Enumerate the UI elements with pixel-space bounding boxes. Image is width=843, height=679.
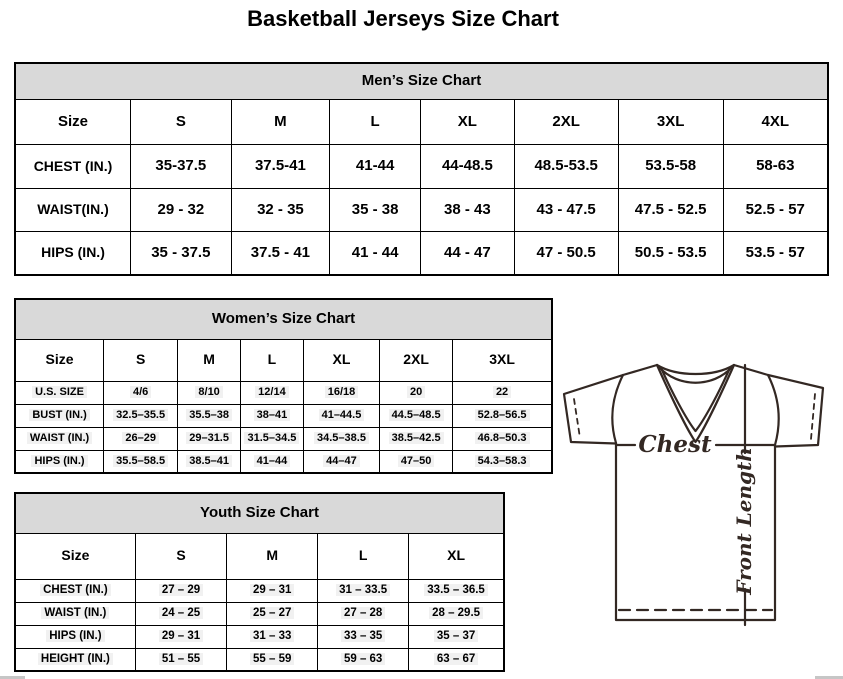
youth-value-cell-text: 35 – 37 xyxy=(434,630,478,642)
womens-value-cell-text: 44.5–48.5 xyxy=(389,409,444,421)
youth-value-cell xyxy=(135,602,226,625)
jersey-left-armhole-seam xyxy=(612,375,623,443)
mens-value-cell-text: 58-63 xyxy=(756,157,795,175)
womens-column-header-s-text: S xyxy=(135,351,146,368)
womens-value-cell-text: 20 xyxy=(407,386,425,398)
womens-value-cell-text: 41–44.5 xyxy=(319,409,365,421)
youth-chart-title xyxy=(15,493,504,533)
mens-value-cell-text: 38 - 43 xyxy=(444,200,491,218)
womens-size-chart-table xyxy=(14,298,553,474)
mens-row-label-text: HIPS (IN.) xyxy=(41,244,105,261)
womens-value-cell-text: 22 xyxy=(493,386,511,398)
womens-row-label xyxy=(15,381,104,404)
womens-value-cell-text: 16/18 xyxy=(325,386,359,398)
youth-value-cell-text: 63 – 67 xyxy=(434,653,478,665)
youth-value-cell-text: 28 – 29.5 xyxy=(429,607,483,619)
jersey-collar-back-arc-outer xyxy=(657,365,734,374)
youth-table-row xyxy=(15,625,504,648)
youth-value-cell-text: 51 – 55 xyxy=(159,653,203,665)
youth-row-label xyxy=(15,648,135,671)
mens-value-cell xyxy=(514,145,618,188)
mens-row-label xyxy=(15,145,130,188)
womens-value-cell xyxy=(303,427,379,450)
youth-value-cell xyxy=(318,579,409,602)
mens-value-cell-text: 44 - 47 xyxy=(444,243,491,261)
mens-column-header-2xl xyxy=(514,99,618,144)
womens-value-cell xyxy=(380,404,453,427)
mens-column-header-4xl xyxy=(723,99,828,144)
youth-value-cell-text: 31 – 33.5 xyxy=(336,584,390,596)
womens-value-cell-text: 29–31.5 xyxy=(186,432,232,444)
womens-column-header-2xl-text: 2XL xyxy=(403,351,429,368)
mens-value-cell xyxy=(723,232,828,275)
womens-value-cell xyxy=(380,450,453,473)
youth-value-cell xyxy=(409,648,504,671)
youth-table-row xyxy=(15,602,504,625)
womens-value-cell xyxy=(303,450,379,473)
page-title: Basketball Jerseys Size Chart xyxy=(247,6,559,31)
mens-row-label-text: CHEST (IN.) xyxy=(33,157,113,174)
mens-table-row xyxy=(15,232,828,275)
womens-table-row xyxy=(15,427,552,450)
youth-column-header-l-text: L xyxy=(358,547,368,564)
youth-value-cell-text: 27 – 29 xyxy=(159,584,203,596)
mens-table-row xyxy=(15,188,828,231)
jersey-right-cuff-dashed-line xyxy=(811,394,815,439)
mens-value-cell xyxy=(421,232,514,275)
mens-value-cell-text: 43 - 47.5 xyxy=(536,200,596,218)
jersey-left-cuff-dashed-line xyxy=(574,399,580,438)
youth-row-label xyxy=(15,602,135,625)
youth-table-row xyxy=(15,579,504,602)
womens-value-cell-text: 44–47 xyxy=(323,455,360,467)
womens-value-cell-text: 34.5–38.5 xyxy=(314,432,369,444)
womens-row-label-text: WAIST (IN.) xyxy=(27,432,92,444)
chest-label: Chest xyxy=(638,431,712,458)
jersey-right-armhole-seam xyxy=(768,375,779,445)
mens-value-cell-text: 35 - 38 xyxy=(351,200,399,218)
youth-value-cell-text: 24 – 25 xyxy=(159,607,203,619)
womens-value-cell-text: 47–50 xyxy=(398,455,435,467)
youth-value-cell xyxy=(135,625,226,648)
youth-column-header-s xyxy=(135,533,226,579)
mens-table-row xyxy=(15,145,828,188)
womens-value-cell xyxy=(453,450,552,473)
youth-column-header-s-text: S xyxy=(176,547,186,564)
mens-value-cell-text: 47.5 - 52.5 xyxy=(634,200,707,218)
mens-column-header-2xl-text: 2XL xyxy=(552,112,580,130)
mens-value-cell xyxy=(231,232,329,275)
mens-value-cell-text: 47 - 50.5 xyxy=(536,243,596,261)
youth-value-cell-text: 29 – 31 xyxy=(250,584,294,596)
womens-value-cell xyxy=(178,427,241,450)
mens-column-header-xl-text: XL xyxy=(457,112,477,130)
mens-row-label xyxy=(15,188,130,231)
womens-value-cell xyxy=(241,381,304,404)
mens-value-cell xyxy=(130,232,231,275)
womens-value-cell-text: 8/10 xyxy=(195,386,222,398)
womens-value-cell xyxy=(178,450,241,473)
youth-column-header-l xyxy=(318,533,409,579)
womens-chart-title xyxy=(15,299,552,339)
womens-value-cell xyxy=(104,427,178,450)
mens-value-cell-text: 50.5 - 53.5 xyxy=(634,243,707,261)
womens-value-cell xyxy=(104,450,178,473)
mens-value-cell xyxy=(330,145,421,188)
youth-value-cell xyxy=(409,625,504,648)
mens-column-header-3xl xyxy=(618,99,723,144)
youth-value-cell xyxy=(135,579,226,602)
womens-row-label xyxy=(15,427,104,450)
womens-table-row xyxy=(15,381,552,404)
youth-value-cell xyxy=(227,579,318,602)
womens-column-header-size xyxy=(15,339,104,381)
womens-column-header-l xyxy=(241,339,304,381)
mens-value-cell xyxy=(231,188,329,231)
mens-value-cell-text: 35 - 37.5 xyxy=(151,243,211,261)
mens-value-cell-text: 52.5 - 57 xyxy=(745,200,805,218)
front-length-label: Front Length xyxy=(732,447,756,595)
youth-value-cell xyxy=(318,602,409,625)
mens-value-cell xyxy=(514,188,618,231)
mens-column-header-s-text: S xyxy=(175,112,186,130)
womens-column-header-s xyxy=(104,339,178,381)
womens-row-label xyxy=(15,450,104,473)
youth-value-cell xyxy=(318,625,409,648)
youth-column-header-size xyxy=(15,533,135,579)
mens-value-cell-text: 32 - 35 xyxy=(257,200,304,218)
youth-value-cell-text: 25 – 27 xyxy=(250,607,294,619)
womens-value-cell xyxy=(303,404,379,427)
mens-value-cell-text: 35-37.5 xyxy=(155,157,207,175)
mens-column-header-m-text: M xyxy=(274,112,287,130)
womens-value-cell-text: 35.5–38 xyxy=(186,409,232,421)
youth-chart-title-text: Youth Size Chart xyxy=(200,504,319,521)
youth-table-row xyxy=(15,648,504,671)
mens-column-header-size xyxy=(15,99,130,144)
womens-value-cell-text: 31.5–34.5 xyxy=(244,432,299,444)
youth-size-chart-table xyxy=(14,492,505,670)
womens-row-label-text: U.S. SIZE xyxy=(32,386,87,398)
mens-column-header-size-text: Size xyxy=(57,112,88,130)
mens-value-cell xyxy=(130,145,231,188)
youth-row-label-text: WAIST (IN.) xyxy=(41,607,109,619)
womens-value-cell-text: 26–29 xyxy=(122,432,159,444)
womens-row-label-text: HIPS (IN.) xyxy=(31,455,87,467)
mens-value-cell-text: 37.5 - 41 xyxy=(250,243,311,261)
womens-value-cell-text: 4/6 xyxy=(130,386,151,398)
womens-value-cell-text: 54.3–58.3 xyxy=(475,455,530,467)
mens-column-header-l-text: L xyxy=(370,112,380,130)
mens-value-cell-text: 29 - 32 xyxy=(157,200,205,218)
womens-value-cell-text: 35.5–58.5 xyxy=(113,455,168,467)
mens-value-cell xyxy=(130,188,231,231)
youth-column-header-xl xyxy=(409,533,504,579)
womens-value-cell xyxy=(241,427,304,450)
youth-value-cell-text: 31 – 33 xyxy=(250,630,294,642)
youth-row-label xyxy=(15,579,135,602)
womens-value-cell xyxy=(241,404,304,427)
mens-value-cell-text: 48.5-53.5 xyxy=(534,157,598,175)
mens-value-cell-text: 41 - 44 xyxy=(351,243,399,261)
mens-column-header-3xl-text: 3XL xyxy=(656,112,685,130)
mens-value-cell-text: 41-44 xyxy=(355,157,395,175)
mens-value-cell xyxy=(618,188,723,231)
youth-value-cell xyxy=(227,625,318,648)
womens-value-cell-text: 38.5–42.5 xyxy=(389,432,444,444)
youth-value-cell xyxy=(409,579,504,602)
womens-value-cell xyxy=(104,381,178,404)
womens-value-cell-text: 32.5–35.5 xyxy=(113,409,168,421)
youth-row-label xyxy=(15,625,135,648)
mens-column-header-xl xyxy=(421,99,514,144)
mens-value-cell xyxy=(723,188,828,231)
youth-value-cell xyxy=(135,648,226,671)
womens-value-cell-text: 41–44 xyxy=(254,455,291,467)
womens-value-cell-text: 12/14 xyxy=(255,386,289,398)
youth-value-cell xyxy=(318,648,409,671)
womens-column-header-l-text: L xyxy=(267,351,277,368)
womens-value-cell xyxy=(104,404,178,427)
womens-value-cell xyxy=(380,427,453,450)
womens-column-header-3xl-text: 3XL xyxy=(489,351,515,368)
womens-value-cell xyxy=(453,381,552,404)
jersey-vneck-inner xyxy=(662,370,729,431)
youth-value-cell xyxy=(227,602,318,625)
mens-value-cell xyxy=(514,232,618,275)
mens-value-cell xyxy=(330,232,421,275)
womens-column-header-xl xyxy=(303,339,379,381)
mens-column-header-m xyxy=(231,99,329,144)
youth-value-cell-text: 59 – 63 xyxy=(341,653,385,665)
womens-value-cell xyxy=(453,427,552,450)
youth-value-cell xyxy=(227,648,318,671)
youth-value-cell-text: 27 – 28 xyxy=(341,607,385,619)
youth-column-header-m-text: M xyxy=(266,547,279,564)
womens-value-cell-text: 46.8–50.3 xyxy=(475,432,530,444)
youth-row-label-text: HIPS (IN.) xyxy=(46,630,104,642)
womens-value-cell xyxy=(380,381,453,404)
womens-value-cell-text: 52.8–56.5 xyxy=(475,409,530,421)
womens-value-cell-text: 38–41 xyxy=(254,409,291,421)
womens-table-row xyxy=(15,404,552,427)
mens-value-cell xyxy=(231,145,329,188)
womens-column-header-3xl xyxy=(453,339,552,381)
womens-row-label xyxy=(15,404,104,427)
womens-value-cell xyxy=(453,404,552,427)
mens-column-header-l xyxy=(330,99,421,144)
youth-row-label-text: HEIGHT (IN.) xyxy=(38,653,113,665)
womens-value-cell-text: 38.5–41 xyxy=(186,455,232,467)
womens-value-cell xyxy=(178,404,241,427)
mens-column-header-s xyxy=(130,99,231,144)
womens-column-header-m xyxy=(178,339,241,381)
mens-row-label-text: WAIST(IN.) xyxy=(37,201,109,218)
youth-column-header-m xyxy=(227,533,318,579)
mens-value-cell xyxy=(618,232,723,275)
mens-chart-title-text: Men’s Size Chart xyxy=(361,72,482,90)
mens-value-cell xyxy=(330,188,421,231)
youth-value-cell-text: 29 – 31 xyxy=(159,630,203,642)
mens-row-label xyxy=(15,232,130,275)
mens-value-cell xyxy=(618,145,723,188)
youth-row-label-text: CHEST (IN.) xyxy=(40,584,111,596)
youth-column-header-xl-text: XL xyxy=(447,547,465,564)
womens-value-cell xyxy=(241,450,304,473)
mens-value-cell xyxy=(421,145,514,188)
mens-value-cell-text: 37.5-41 xyxy=(254,157,306,175)
mens-value-cell-text: 53.5-58 xyxy=(645,157,697,175)
youth-column-header-size-text: Size xyxy=(61,547,90,564)
jersey-measurement-diagram xyxy=(556,357,841,629)
youth-value-cell-text: 33 – 35 xyxy=(341,630,385,642)
youth-value-cell-text: 33.5 – 36.5 xyxy=(424,584,488,596)
youth-value-cell-text: 55 – 59 xyxy=(250,653,294,665)
womens-column-header-xl-text: XL xyxy=(332,351,351,368)
mens-value-cell xyxy=(723,145,828,188)
mens-value-cell-text: 44-48.5 xyxy=(441,157,493,175)
womens-value-cell xyxy=(303,381,379,404)
womens-column-header-2xl xyxy=(380,339,453,381)
womens-column-header-size-text: Size xyxy=(45,351,74,368)
mens-value-cell xyxy=(421,188,514,231)
mens-value-cell-text: 53.5 - 57 xyxy=(745,243,805,261)
womens-row-label-text: BUST (IN.) xyxy=(29,409,89,421)
womens-column-header-m-text: M xyxy=(203,351,215,368)
womens-chart-title-text: Women’s Size Chart xyxy=(211,310,356,327)
youth-value-cell xyxy=(409,602,504,625)
womens-value-cell xyxy=(178,381,241,404)
mens-chart-title xyxy=(15,63,828,99)
mens-column-header-4xl-text: 4XL xyxy=(761,112,790,130)
mens-size-chart-table xyxy=(14,62,829,276)
womens-table-row xyxy=(15,450,552,473)
